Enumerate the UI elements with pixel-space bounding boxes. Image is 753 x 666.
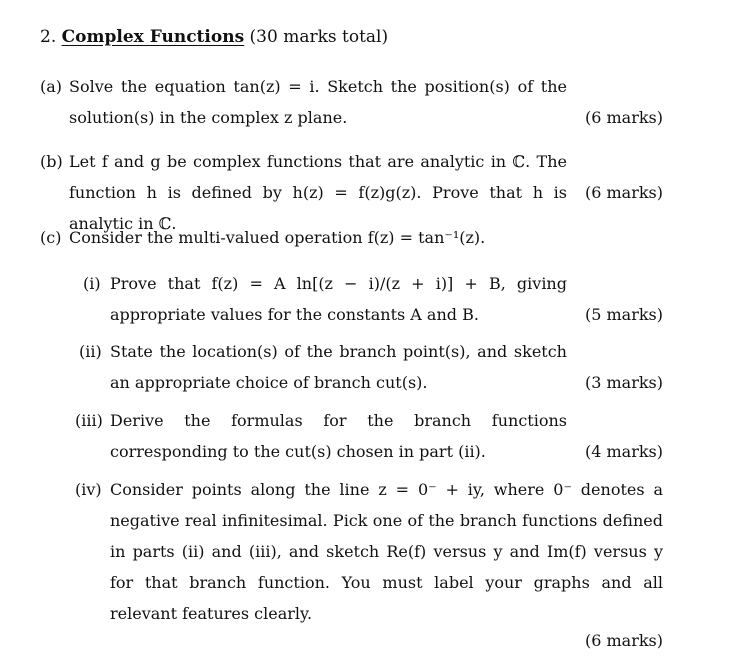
part-b-text: Let f and g be complex functions that are analytic in ℂ. The function h is defined by h(z) = f(z)g(z). Prove that h is analytic in ℂ. bbox=[69, 152, 567, 233]
question-title: Complex Functions bbox=[61, 27, 245, 47]
part-c-ii-marks: (3 marks) bbox=[584, 373, 663, 392]
part-c-i-label: (i) bbox=[83, 274, 101, 293]
part-c-ii-text: State the location(s) of the branch point(s), and sketch an appropriate choice of branch cut(s). bbox=[110, 342, 567, 392]
part-c-text: Consider the multi-valued operation f(z) = tan⁻¹(z). bbox=[69, 228, 486, 247]
question-heading bbox=[40, 26, 388, 48]
part-c-iii-text: Derive the formulas for the branch functions corresponding to the cut(s) chosen in part (ii). bbox=[110, 411, 567, 461]
part-a-marks: (6 marks) bbox=[584, 108, 663, 127]
part-b-label: (b) bbox=[40, 152, 63, 171]
part-c-ii-label: (ii) bbox=[79, 342, 102, 361]
part-c-iv-label: (iv) bbox=[75, 480, 102, 499]
part-c-i-text: Prove that f(z) = A ln[(z − i)/(z + i)] + B, giving appropriate values for the constants A and B. bbox=[110, 274, 567, 324]
part-a-body bbox=[69, 71, 663, 133]
question-total-marks: (30 marks total) bbox=[249, 27, 389, 47]
part-c-iii-label: (iii) bbox=[75, 411, 103, 430]
part-a-label: (a) bbox=[40, 77, 63, 96]
part-a-text: Solve the equation tan(z) = i. Sketch the position(s) of the solution(s) in the complex z plane. bbox=[69, 77, 567, 127]
part-c-iv-text: Consider points along the line z = 0⁻ + iy, where 0⁻ denotes a negative real infinitesimal. Pick one of the branch functions defined in parts (ii) and (iii), and sketch Re(f) versus y and Im(f) versus y for that branch function. You must label your graphs and all relevant features clearly. bbox=[110, 480, 663, 623]
part-c-iii-body bbox=[110, 405, 663, 467]
question-number: 2. bbox=[40, 27, 57, 47]
part-c-body bbox=[69, 222, 663, 253]
part-c-label: (c) bbox=[40, 228, 62, 247]
part-c-i-body bbox=[110, 268, 663, 330]
part-c-iii-marks: (4 marks) bbox=[584, 442, 663, 461]
part-c-ii-body bbox=[110, 336, 663, 398]
part-c-i-marks: (5 marks) bbox=[584, 305, 663, 324]
part-c-iv-marks: (6 marks) bbox=[584, 631, 663, 650]
part-b-marks: (6 marks) bbox=[584, 183, 663, 202]
part-c-iv-body bbox=[110, 474, 663, 653]
